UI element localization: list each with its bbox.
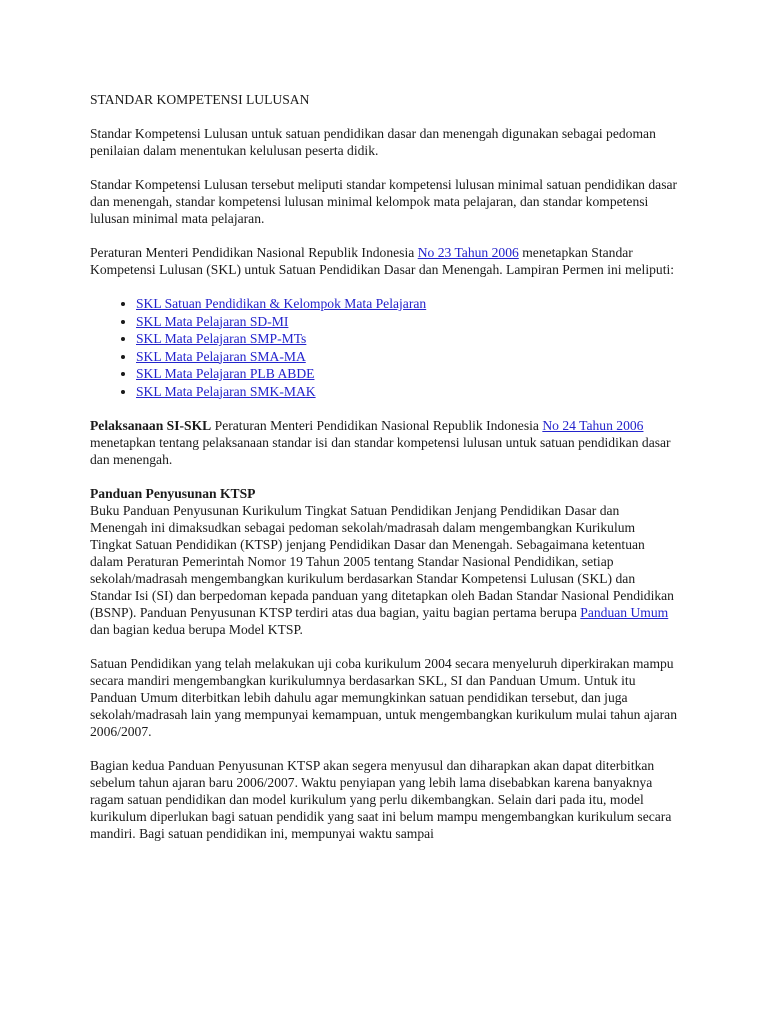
paragraph-3-text-after: menetapkan Standar Kompetensi Lulusan (SKL) untuk Satuan Pendidikan Dasar dan Menengah. Lampiran Permen ini meliputi: bbox=[90, 245, 675, 277]
link-skl-plb-abde[interactable]: SKL Mata Pelajaran PLB ABDE bbox=[136, 366, 315, 381]
paragraph-2: Standar Kompetensi Lulusan tersebut meliputi standar kompetensi lulusan minimal satuan pendidikan dasar dan menengah, standar kompetensi lulusan minimal kelompok mata pelajaran, dan standar kompetensi lulusan minimal mata pelajaran. bbox=[90, 177, 678, 226]
paragraph-7: Bagian kedua Panduan Penyusunan KTSP akan segera menyusul dan diharapkan akan dapat diterbitkan sebelum tahun ajaran baru 2006/2007. Waktu penyiapan yang lebih lama disebabkan karena banyaknya ragam satuan pendidikan dan model kurikulum yang perlu dikembangkan. Selain dari pada itu, model kurikulum diperlukan bagi satuan pendidik yang saat ini belum mampu mengembangkan kurikulum secara mandiri. Bagi satuan pendidikan ini, mempunyai waktu sampai bbox=[90, 758, 672, 841]
paragraph-4 bbox=[90, 417, 680, 468]
paragraph-1: Standar Kompetensi Lulusan untuk satuan pendidikan dasar dan menengah digunakan sebagai pedoman penilaian dalam menentukan kelulusan peserta didik. bbox=[90, 126, 656, 158]
document-body bbox=[90, 91, 680, 859]
document-title: STANDAR KOMPETENSI LULUSAN bbox=[90, 92, 310, 107]
link-no-24-tahun-2006[interactable]: No 24 Tahun 2006 bbox=[542, 418, 644, 433]
list-item bbox=[136, 348, 680, 366]
list-item bbox=[136, 365, 680, 383]
pelaksanaan-heading: Pelaksanaan SI-SKL bbox=[90, 418, 212, 433]
link-skl-satuan-pendidikan[interactable]: SKL Satuan Pendidikan & Kelompok Mata Pelajaran bbox=[136, 296, 427, 311]
paragraph-4-text-after: menetapkan tentang pelaksanaan standar isi dan standar kompetensi lulusan untuk satuan pendidikan dasar dan menengah. bbox=[90, 435, 671, 467]
paragraph-5-text-before: Buku Panduan Penyusunan Kurikulum Tingkat Satuan Pendidikan Jenjang Pendidikan Dasar dan Menengah ini dimaksudkan sebagai pedoman sekolah/madrasah dalam mengembangkan Kurikulum Tingkat Satuan Pendidikan (KTSP) jenjang Pendidikan Dasar dan Menengah. Sebagaimana ketentuan dalam Peraturan Pemerintah Nomor 19 Tahun 2005 tentang Standar Nasional Pendidikan, setiap sekolah/madrasah mengembangkan kurikulum berdasarkan Standar Kompetensi Lulusan (SKL) dan Standar Isi (SI) dan berpedoman kepada panduan yang ditetapkan oleh Badan Standar Nasional Pendidikan (BSNP). Panduan Penyusunan KTSP terdiri atas dua bagian, yaitu bagian pertama berupa bbox=[90, 503, 674, 620]
paragraph-3-text-before: Peraturan Menteri Pendidikan Nasional Republik Indonesia bbox=[90, 245, 418, 260]
paragraph-5 bbox=[90, 502, 680, 638]
list-item bbox=[136, 330, 680, 348]
paragraph-6: Satuan Pendidikan yang telah melakukan uji coba kurikulum 2004 secara menyeluruh diperkirakan mampu secara mandiri mengembangkan kurikulumnya berdasarkan SKL, SI dan Panduan Umum. Untuk itu Panduan Umum diterbitkan lebih dahulu agar memungkinkan satuan pendidikan tersebut, dan juga sekolah/madrasah lain yang mempunyai kemampuan, untuk mengembangkan kurikulum mulai tahun ajaran 2006/2007. bbox=[90, 656, 678, 739]
link-skl-sma-ma[interactable]: SKL Mata Pelajaran SMA-MA bbox=[136, 348, 306, 364]
paragraph-5-text-after: dan bagian kedua berupa Model KTSP. bbox=[90, 622, 303, 637]
list-item bbox=[136, 383, 680, 401]
paragraph-3 bbox=[90, 244, 680, 278]
list-item bbox=[136, 313, 680, 331]
link-skl-smk-mak[interactable]: SKL Mata Pelajaran SMK-MAK bbox=[136, 383, 316, 399]
link-skl-smp-mts[interactable]: SKL Mata Pelajaran SMP-MTs bbox=[136, 331, 307, 346]
ktsp-heading: Panduan Penyusunan KTSP bbox=[90, 486, 256, 501]
list-item bbox=[136, 295, 680, 313]
skl-list bbox=[90, 295, 680, 400]
link-skl-sd-mi[interactable]: SKL Mata Pelajaran SD-MI bbox=[136, 313, 289, 329]
link-no-23-tahun-2006[interactable]: No 23 Tahun 2006 bbox=[417, 245, 519, 260]
link-panduan-umum[interactable]: Panduan Umum bbox=[580, 605, 669, 620]
paragraph-4-text-before: Peraturan Menteri Pendidikan Nasional Republik Indonesia bbox=[211, 418, 543, 433]
